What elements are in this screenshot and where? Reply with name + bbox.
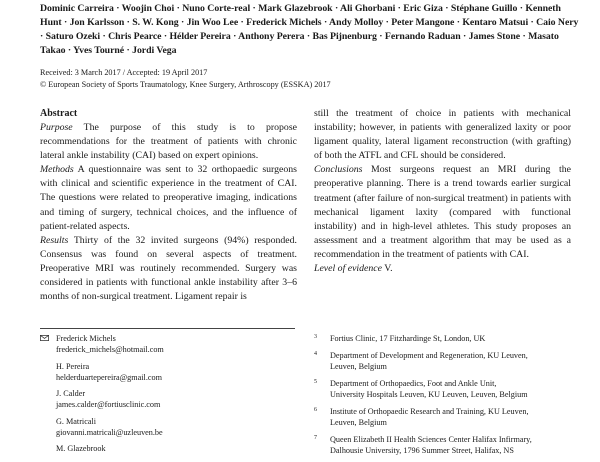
affiliation-line: Institute of Orthopaedic Research and Training, KU Leuven, — [330, 407, 529, 416]
affiliation-line: Leuven, Belgium — [330, 362, 387, 371]
affiliation-number: 4 — [314, 351, 317, 357]
contact-name: H. Pereira — [56, 361, 90, 371]
affiliation-line: University Hospitals Leuven, KU Leuven, Leuven, Belgium — [330, 390, 528, 399]
level-label: Level of evidence — [314, 263, 382, 275]
affiliation-number: 5 — [314, 379, 317, 385]
affiliation-line: Department of Orthopaedics, Foot and Ankle Unit, — [330, 379, 497, 388]
contact-item — [40, 333, 300, 355]
purpose-text: The purpose of this study is to propose recommendations for the treatment of patients with chronic lateral ankle instability (CAI) based on expert opinions. — [40, 122, 297, 162]
abstract-results — [40, 234, 297, 304]
copyright-line: © European Society of Sports Traumatology, Knee Surgery, Arthroscopy (ESSKA) 2017 — [40, 79, 331, 89]
affiliation-item — [314, 434, 580, 456]
contact-name: Frederick Michels — [56, 334, 116, 343]
results-label: Results — [40, 234, 69, 246]
affiliation-item — [314, 333, 580, 344]
contact-item — [40, 416, 300, 438]
affiliation-line: Leuven, Belgium — [330, 418, 387, 427]
results-continued: still the treatment of choice in patients with mechanical instability; however, in patients with generalized laxity or poor ligament quality, lateral ligament reconstruction (with grafting) of both the ATFL and CFL should be considered. — [314, 108, 571, 162]
affiliation-line: Dalhousie University, 1796 Summer Street, Halifax, NS — [330, 446, 514, 455]
methods-text: A questionnaire was sent to 32 orthopaedic surgeons with clinical and scientific experience in the treatment of CAI. The questions were related to preoperative imaging, indications and timing of surgery, technical choices, and the influence of patient-related aspects. — [40, 164, 297, 232]
abstract-conclusions — [314, 163, 571, 262]
contact-list — [40, 333, 300, 460]
contact-name: J. Calder — [56, 389, 86, 398]
abstract-left-column — [40, 107, 297, 304]
affiliation-item — [314, 406, 580, 428]
abstract-right-column — [314, 107, 571, 276]
contact-email[interactable]: frederick_michels@hotmail.com — [56, 345, 164, 354]
contact-item — [40, 443, 300, 454]
abstract-purpose — [40, 121, 297, 163]
abstract-methods — [40, 163, 297, 233]
conclusions-label: Conclusions — [314, 164, 363, 176]
received-dates: Received: 3 March 2017 / Accepted: 19 April 2017 — [40, 68, 208, 77]
contact-item — [40, 361, 300, 383]
affiliation-line: Queen Elizabeth II Health Sciences Center Halifax Infirmary, — [330, 435, 532, 444]
results-text: Thirty of the 32 invited surgeons (94%) responded. Consensus was found on several aspects of treatment. Preoperative MRI was routinely recommended. Surgery was considered in patients with functional ankle instability after 3–6 months of non-surgical treatment. Ligament repair is — [40, 234, 297, 303]
affiliation-item — [314, 378, 580, 400]
affiliation-number: 3 — [314, 334, 317, 340]
contact-name: M. Glazebrook — [56, 444, 106, 453]
contact-item — [40, 388, 300, 410]
contact-name: G. Matricali — [56, 416, 97, 426]
affiliation-list — [314, 333, 580, 462]
author-list: Dominic Carreira · Woojin Choi · Nuno Corte-real · Mark Glazebrook · Ali Ghorbani · Eric Giza · Stéphane Guillo · Kenneth Hunt · Jon Karlsson · S. W. Kong · Jin Woo Lee · Frederick Michels · Andy Molloy · Peter Mangone · Kentaro Matsui · Caio Nery · Saturo Ozeki · Chris Pearce · Hélder Pereira · Anthony Perera · Bas Pijnenburg · Fernando Raduan · James Stone · Masato Takao · Yves Tourné · Jordi Vega — [40, 3, 579, 56]
affiliation-number: 6 — [314, 407, 317, 413]
abstract-level — [314, 262, 571, 276]
purpose-label: Purpose — [40, 122, 73, 133]
abstract-title: Abstract — [40, 108, 78, 119]
affiliation-line: Department of Development and Regeneration, KU Leuven, — [330, 351, 528, 360]
affiliation-number: 7 — [314, 435, 317, 441]
affiliation-item — [314, 350, 580, 372]
affiliation-line: Fortius Clinic, 17 Fitzhardinge St, London, UK — [330, 334, 486, 343]
envelope-icon — [40, 335, 49, 341]
contact-email[interactable]: giovanni.matricali@uzleuven.be — [56, 427, 163, 437]
level-text: V. — [384, 263, 393, 275]
publication-info — [40, 67, 580, 90]
contact-email[interactable]: helderduartepereira@gmail.com — [56, 372, 162, 382]
contact-email[interactable]: james.calder@fortiusclinic.com — [56, 400, 161, 409]
methods-label: Methods — [40, 164, 74, 176]
conclusions-text: Most surgeons request an MRI during the preoperative planning. There is a trend towards earlier surgical treatment (after failure of non-surgical treatment) in patients with mechanical ligament laxity (compared with functional instability) and in high-level athletes. This study proposes an assessment and a treatment algorithm that may be used as a recommendation in the treatment of patients with CAI. — [314, 164, 571, 260]
footnote-divider — [40, 328, 295, 329]
